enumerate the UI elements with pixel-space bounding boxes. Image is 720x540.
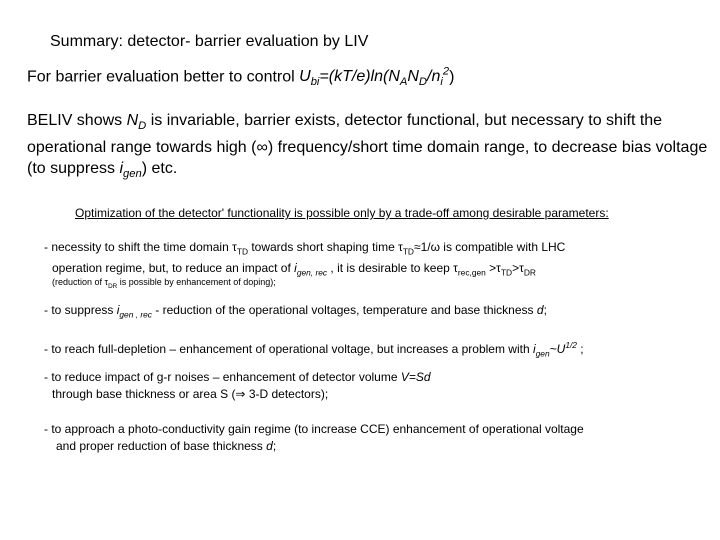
nd-subscript: D (138, 120, 147, 133)
d-symbol: d (266, 439, 273, 453)
dr-subscript: DR (523, 267, 536, 278)
item4-text-a: - to reduce impact of g-r noises – enhancement of detector volume (44, 370, 401, 384)
beliv-paragraph (27, 110, 717, 185)
formula-slash: /n (427, 68, 441, 86)
td-subscript: TD (402, 246, 414, 257)
volume-formula: V=Sd (400, 370, 431, 384)
doping-note (52, 277, 276, 290)
td-subscript: TD (236, 246, 248, 257)
item1-text-f: >τ (485, 261, 501, 276)
half-superscript: 1/2 (565, 340, 577, 350)
item1-text-a: - necessity to shift the time domain τ (44, 240, 237, 254)
gen-subscript: gen (535, 348, 550, 359)
list-item-suppress (44, 302, 547, 323)
a-subscript: A (399, 76, 408, 89)
igen-subscript: gen (123, 168, 142, 181)
recgen-subscript: rec,gen (457, 267, 486, 278)
list-item-full-depletion (44, 337, 584, 362)
i-symbol: i (532, 342, 536, 356)
d-subscript: D (418, 76, 427, 89)
optimization-heading: Optimization of the detector' functionality is possible only by a trade-off among desirable parameters: (75, 206, 609, 220)
genrec-subscript: gen , rec (119, 309, 152, 320)
dr-subscript: DR (108, 282, 118, 290)
i-symbol: i (294, 261, 297, 276)
item2-text-c: ; (543, 303, 547, 317)
list-item-photo-gain (44, 421, 584, 455)
beliv-text-a: BELIV shows (27, 112, 127, 129)
beliv-text-b: is invariable, barrier exists, detector functional, but necessary to shift the operational range towards high (∞) frequency/short time domain range, to decrease bias voltage (to suppress (27, 112, 708, 178)
n-symbol: N (407, 68, 419, 86)
item2-text-a: - to suppress (44, 303, 117, 317)
bi-subscript: bi (310, 76, 320, 89)
igen-symbol: i (119, 160, 124, 178)
note-text-b: is possible by enhancement of doping); (117, 277, 276, 287)
item1-text-g: >τ (512, 261, 524, 276)
note-text-a: (reduction of τ (52, 277, 109, 287)
item3-text-a: - to reach full-depletion – enhancement of operational voltage, but increases a problem with (44, 342, 533, 356)
item1-text-e: , it is desirable to keep τ (327, 261, 458, 276)
intro-text: For barrier evaluation better to control (27, 68, 300, 86)
item1-text-d: operation regime, but, to reduce an impact of (52, 261, 295, 276)
u-symbol: ~U (549, 342, 566, 356)
genrec-subscript: gen, rec (296, 267, 328, 278)
slide-title: Summary: detector- barrier evaluation by LIV (50, 33, 369, 50)
item5-text-c: ; (272, 439, 277, 453)
item5-text-b: and proper reduction of base thickness (56, 439, 267, 453)
item4-text-b: through base thickness or area S (⇒ 3-D detectors); (52, 387, 329, 401)
i-subscript: i (440, 76, 443, 89)
i-symbol: i (116, 303, 120, 317)
formula-part: =(kT/e)ln(N (319, 68, 400, 86)
item5-text-a: - to approach a photo-conductivity gain regime (to increase CCE) enhancement of operational voltage (44, 422, 584, 436)
nd-symbol: N (126, 112, 139, 129)
item1-text-c: ≈1/ω is compatible with LHC (413, 240, 566, 254)
formula-close: ) (449, 68, 455, 86)
u-symbol: U (299, 68, 311, 86)
item1-text-b: towards short shaping time τ (248, 240, 403, 254)
intro-line (27, 66, 454, 89)
item3-text-c: ; (576, 342, 584, 356)
td-subscript: TD (500, 267, 513, 278)
square-superscript: 2 (442, 66, 450, 78)
list-item-time-domain (44, 239, 565, 282)
list-item-gr-noise (44, 369, 431, 403)
item2-text-b: - reduction of the operational voltages, temperature and base thickness (151, 303, 537, 317)
d-symbol: d (536, 303, 544, 317)
beliv-text-c: ) etc. (141, 160, 178, 178)
